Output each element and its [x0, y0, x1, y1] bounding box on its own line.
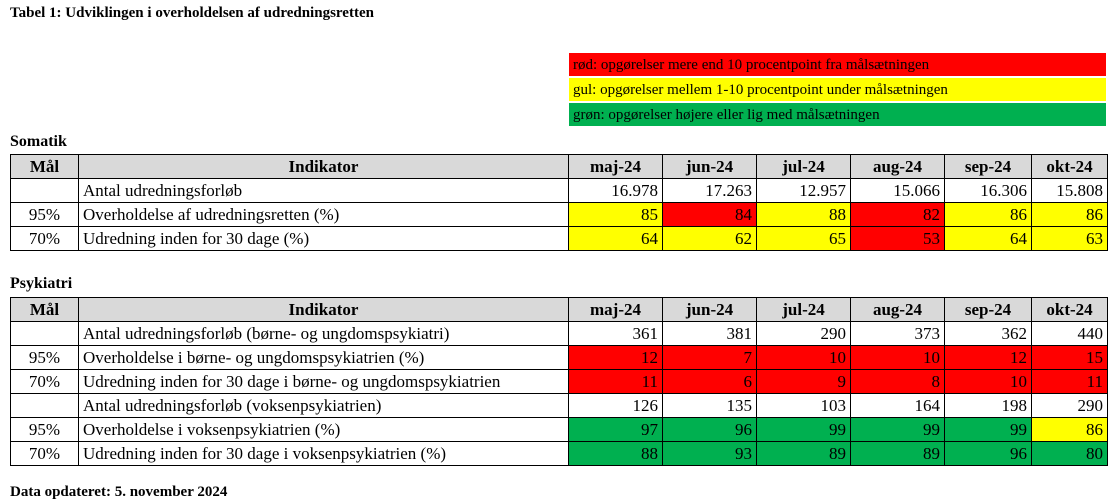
indicator-cell: Overholdelse i børne- og ungdomspsykiatrien (%) [79, 346, 569, 370]
value-cell: 12 [945, 346, 1032, 370]
table-row [11, 346, 1108, 370]
value-cell: 164 [851, 394, 945, 418]
value-cell: 16.306 [945, 179, 1032, 203]
value-cell: 8 [851, 370, 945, 394]
header-row [11, 155, 1108, 179]
value-cell: 86 [1032, 203, 1108, 227]
table-row [11, 370, 1108, 394]
value-cell: 62 [663, 227, 757, 251]
indicator-cell: Udredning inden for 30 dage (%) [79, 227, 569, 251]
header-month: aug-24 [851, 298, 945, 322]
header-month: sep-24 [945, 298, 1032, 322]
target-cell: 95% [11, 418, 79, 442]
value-cell: 89 [757, 442, 851, 466]
value-cell: 9 [757, 370, 851, 394]
value-cell: 99 [945, 418, 1032, 442]
indicator-cell: Antal udredningsforløb [79, 179, 569, 203]
section-label-somatik: Somatik [10, 133, 67, 150]
value-cell: 16.978 [569, 179, 663, 203]
value-cell: 6 [663, 370, 757, 394]
value-cell: 135 [663, 394, 757, 418]
value-cell: 99 [851, 418, 945, 442]
header-indikator: Indikator [79, 298, 569, 322]
indicator-cell: Overholdelse af udredningsretten (%) [79, 203, 569, 227]
value-cell: 15.808 [1032, 179, 1108, 203]
target-cell: 95% [11, 346, 79, 370]
target-cell [11, 179, 79, 203]
header-month: sep-24 [945, 155, 1032, 179]
target-cell: 95% [11, 203, 79, 227]
value-cell: 64 [569, 227, 663, 251]
table-row [11, 442, 1108, 466]
psykiatri-table [10, 297, 1108, 466]
indicator-cell: Udredning inden for 30 dage i børne- og ungdomspsykiatrien [79, 370, 569, 394]
value-cell: 88 [757, 203, 851, 227]
value-cell: 96 [945, 442, 1032, 466]
value-cell: 99 [757, 418, 851, 442]
header-month: maj-24 [569, 298, 663, 322]
target-cell: 70% [11, 442, 79, 466]
value-cell: 103 [757, 394, 851, 418]
value-cell: 64 [945, 227, 1032, 251]
somatik-table [10, 154, 1108, 251]
table-row [11, 227, 1108, 251]
value-cell: 290 [1032, 394, 1108, 418]
header-month: okt-24 [1032, 155, 1108, 179]
value-cell: 63 [1032, 227, 1108, 251]
header-month: jun-24 [663, 155, 757, 179]
header-mal: Mål [11, 298, 79, 322]
target-cell: 70% [11, 370, 79, 394]
indicator-cell: Udredning inden for 30 dage i voksenpsykiatrien (%) [79, 442, 569, 466]
header-month: jul-24 [757, 155, 851, 179]
value-cell: 7 [663, 346, 757, 370]
table-row [11, 418, 1108, 442]
value-cell: 11 [1032, 370, 1108, 394]
header-mal: Mål [11, 155, 79, 179]
indicator-cell: Antal udredningsforløb (voksenpsykiatrien) [79, 394, 569, 418]
value-cell: 290 [757, 322, 851, 346]
value-cell: 362 [945, 322, 1032, 346]
value-cell: 10 [851, 346, 945, 370]
header-row [11, 298, 1108, 322]
value-cell: 86 [945, 203, 1032, 227]
value-cell: 17.263 [663, 179, 757, 203]
indicator-cell: Overholdelse i voksenpsykiatrien (%) [79, 418, 569, 442]
header-month: jun-24 [663, 298, 757, 322]
table-title: Tabel 1: Udviklingen i overholdelsen af udredningsretten [10, 5, 374, 21]
header-month: aug-24 [851, 155, 945, 179]
legend-green: grøn: opgørelser højere eller lig med målsætningen [568, 102, 1107, 127]
indicator-cell: Antal udredningsforløb (børne- og ungdomspsykiatri) [79, 322, 569, 346]
value-cell: 12 [569, 346, 663, 370]
value-cell: 361 [569, 322, 663, 346]
value-cell: 126 [569, 394, 663, 418]
header-month: maj-24 [569, 155, 663, 179]
legend-red: rød: opgørelser mere end 10 procentpoint fra målsætningen [568, 52, 1107, 77]
header-month: okt-24 [1032, 298, 1108, 322]
table-row [11, 203, 1108, 227]
data-updated-note: Data opdateret: 5. november 2024 [10, 484, 228, 500]
header-month: jul-24 [757, 298, 851, 322]
value-cell: 93 [663, 442, 757, 466]
value-cell: 65 [757, 227, 851, 251]
target-cell: 70% [11, 227, 79, 251]
value-cell: 15 [1032, 346, 1108, 370]
legend-yellow: gul: opgørelser mellem 1-10 procentpoint under målsætningen [568, 77, 1107, 102]
value-cell: 97 [569, 418, 663, 442]
header-indikator: Indikator [79, 155, 569, 179]
target-cell [11, 322, 79, 346]
value-cell: 80 [1032, 442, 1108, 466]
value-cell: 15.066 [851, 179, 945, 203]
value-cell: 85 [569, 203, 663, 227]
value-cell: 12.957 [757, 179, 851, 203]
section-label-psykiatri: Psykiatri [10, 275, 73, 292]
table-row [11, 179, 1108, 203]
value-cell: 86 [1032, 418, 1108, 442]
value-cell: 53 [851, 227, 945, 251]
value-cell: 84 [663, 203, 757, 227]
table-row [11, 394, 1108, 418]
value-cell: 89 [851, 442, 945, 466]
value-cell: 10 [757, 346, 851, 370]
value-cell: 440 [1032, 322, 1108, 346]
value-cell: 10 [945, 370, 1032, 394]
value-cell: 381 [663, 322, 757, 346]
target-cell [11, 394, 79, 418]
value-cell: 373 [851, 322, 945, 346]
value-cell: 82 [851, 203, 945, 227]
value-cell: 198 [945, 394, 1032, 418]
value-cell: 88 [569, 442, 663, 466]
table-row [11, 322, 1108, 346]
value-cell: 11 [569, 370, 663, 394]
value-cell: 96 [663, 418, 757, 442]
